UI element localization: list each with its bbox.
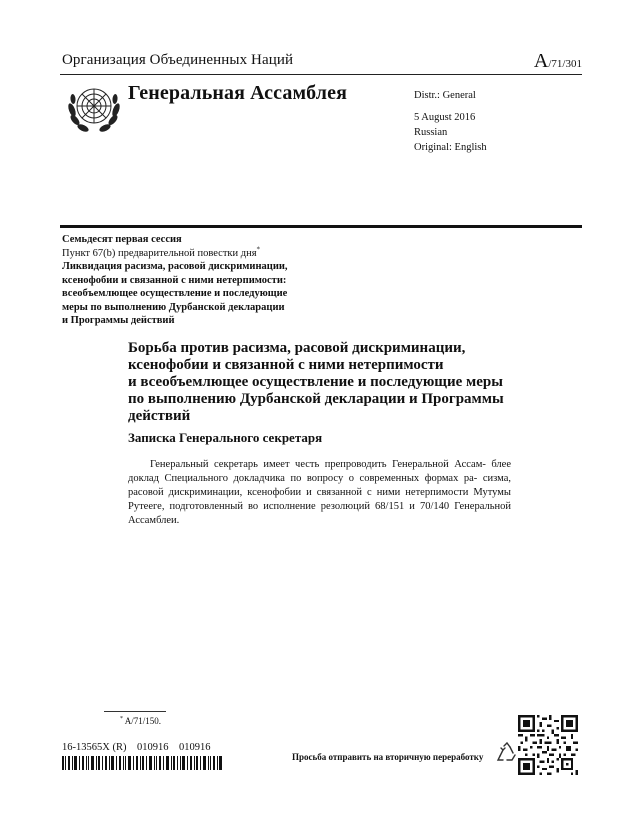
agenda-footnote-marker: * (256, 245, 261, 253)
body-paragraph (128, 458, 511, 528)
session-title: Семьдесят первая сессия (62, 234, 182, 245)
date-line: 5 August 2016 (414, 112, 476, 123)
organization-name: Организация Объединенных Наций (62, 52, 294, 68)
agenda-item-title-line: меры по выполнению Дурбанской декларации (62, 301, 285, 313)
agenda-item-text: Пункт 67(b) предварительной повестки дня (62, 247, 257, 259)
barcode-icon (62, 756, 222, 770)
distr-line: Distr.: General (414, 90, 476, 101)
agenda-item-title-line: и Программы действий (62, 315, 175, 326)
document-number: 16-13565X (R) 010916 010916 (62, 742, 211, 753)
agenda-block (62, 233, 312, 328)
symbol-number: /71/301 (548, 58, 582, 70)
distribution-meta (414, 88, 487, 155)
document-symbol (534, 50, 582, 73)
title-line: ксенофобии и связанной с ними нетерпимости (128, 357, 444, 373)
footnote-text: A/71/150. (124, 716, 162, 726)
section-rule (60, 225, 582, 228)
footnote (120, 716, 161, 726)
agenda-item-title-line: Ликвидация расизма, расовой дискриминации, (62, 261, 288, 272)
document-title (128, 340, 508, 425)
paragraph-line: блее доклад Специального докладчика по вопросу о современных формах ра- (128, 459, 511, 484)
title-line: по выполнению Дурбанской декларации и Программы (128, 391, 504, 407)
paragraph-line: 70/140 Генеральной Ассамблеи. (128, 501, 511, 526)
paragraph-line: Мутумы Рутееге, подготовленный во исполнение резолюций 68/151 и (128, 487, 511, 512)
footnote-rule (104, 711, 166, 712)
recycle-note: Просьба отправить на вторичную переработку (292, 752, 484, 762)
agenda-item-title-line: всеобъемлющее осуществление и последующие (62, 288, 288, 299)
un-emblem-icon (66, 80, 122, 136)
note-subtitle: Записка Генерального секретаря (128, 430, 323, 445)
agenda-item-title-line: ксенофобии и связанной с ними нетерпимости: (62, 274, 287, 286)
recycle-icon (495, 741, 519, 765)
original-language-line: Original: English (414, 142, 487, 153)
qr-code-icon (518, 715, 578, 775)
footnote-marker: * (120, 716, 123, 722)
agenda-item (62, 247, 312, 261)
language-line: Russian (414, 127, 448, 138)
title-line: действий (128, 408, 191, 424)
body-name: Генеральная Ассамблея (128, 82, 348, 104)
title-line: и всеобъемлющее осуществление и последующие меры (128, 374, 503, 390)
symbol-letter: A (533, 50, 549, 72)
title-line: Борьба против расизма, расовой дискриминации, (128, 340, 466, 356)
paragraph-line: сизма, расовой дискриминации, ксенофобии и связанной с ними нетерпимости (128, 473, 512, 498)
header-rule (60, 74, 582, 75)
paragraph-line: Генеральный секретарь имеет честь препроводить Генеральной Ассам- (150, 459, 486, 470)
